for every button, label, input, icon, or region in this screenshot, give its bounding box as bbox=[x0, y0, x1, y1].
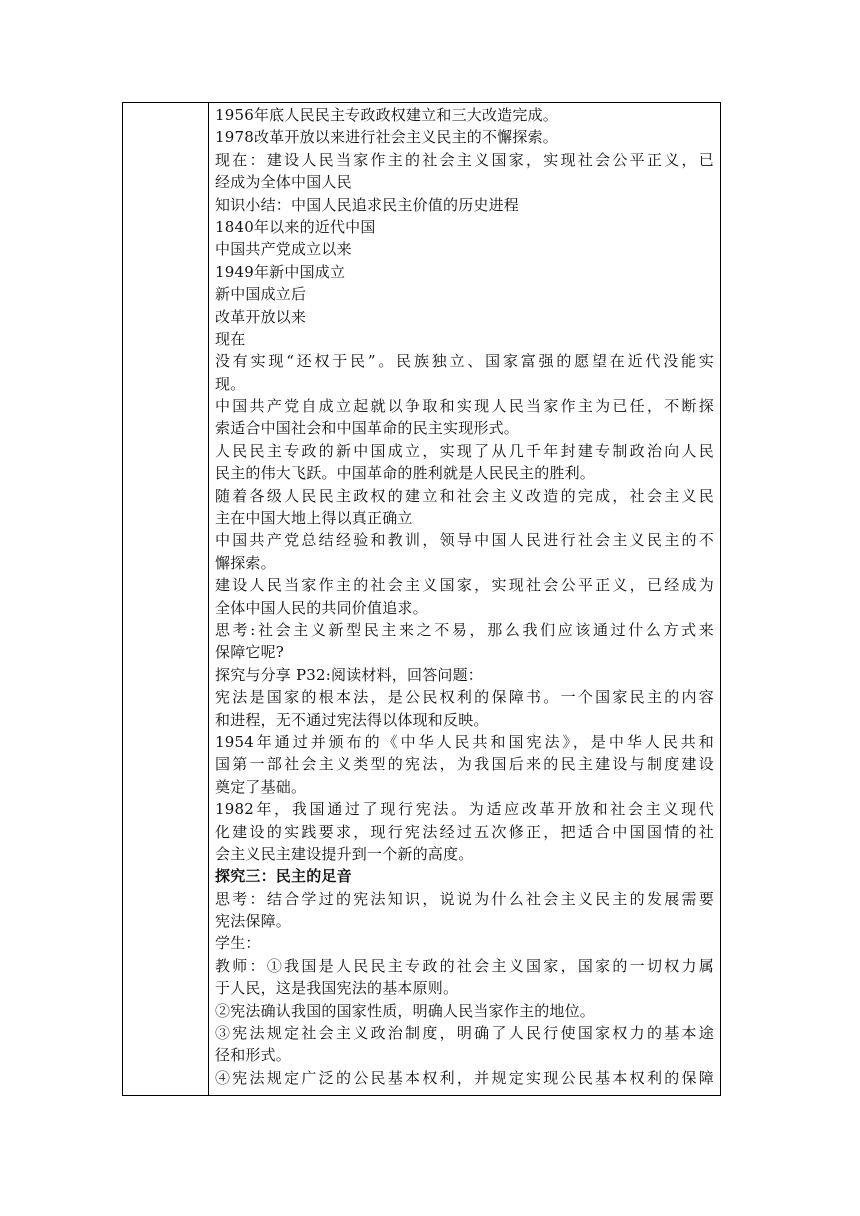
text-line: 主在中国大地上得以真正确立 bbox=[215, 509, 413, 528]
text-line: 中国共产党成立以来 bbox=[215, 240, 352, 259]
text-line: 中国共产党总结经验和教训，领导中国人民进行社会主义民主的不 bbox=[215, 531, 714, 550]
text-line: 全体中国人民的共同价值追求。 bbox=[215, 598, 428, 617]
text-line: 会主义民主建设提升到一个新的高度。 bbox=[215, 844, 474, 863]
text-line: 现在 bbox=[215, 329, 246, 348]
text-line: 民主的伟大飞跃。中国革命的胜利就是人民民主的胜利。 bbox=[215, 464, 596, 483]
text-line: 宪法保障。 bbox=[215, 912, 292, 931]
text-line: 和进程，无不通过宪法得以体现和反映。 bbox=[215, 710, 489, 729]
text-line: 懈探索。 bbox=[215, 553, 276, 572]
text-line: 改革开放以来 bbox=[215, 307, 307, 326]
text-line: 思考:社会主义新型民主来之不易，那么我们应该通过什么方式来 bbox=[215, 620, 714, 639]
text-line: 1949年新中国成立 bbox=[215, 262, 346, 281]
text-line: 索适合中国社会和中国革命的民主实现形式。 bbox=[215, 419, 520, 438]
text-line: 径和形式。 bbox=[215, 1046, 292, 1065]
text-line: 人民民主专政的新中国成立，实现了从几千年封建专制政治向人民 bbox=[215, 441, 714, 460]
lesson-table bbox=[122, 102, 721, 1096]
text-line: 现在：建设人民当家作主的社会主义国家，实现社会公平正义，已 bbox=[215, 150, 714, 169]
text-line: 新中国成立后 bbox=[215, 285, 307, 304]
text-line: 建设人民当家作主的社会主义国家，实现社会公平正义，已经成为 bbox=[215, 576, 714, 595]
section-heading: 探究三：民主的足音 bbox=[215, 867, 352, 886]
text-line: 没有实现“还权于民”。民族独立、国家富强的愿望在近代没能实 bbox=[215, 352, 714, 371]
text-line: 中国共产党自成立起就以争取和实现人民当家作主为已任，不断探 bbox=[215, 397, 714, 416]
text-line: 1956年底人民民主专政政权建立和三大改造完成。 bbox=[215, 106, 558, 124]
text-line: 探究与分享 P32:阅读材料，回答问题： bbox=[215, 665, 484, 684]
text-line: 宪法是国家的根本法，是公民权利的保障书。一个国家民主的内容 bbox=[215, 688, 714, 707]
text-line: 奠定了基础。 bbox=[215, 777, 307, 796]
text-line: 教师：①我国是人民民主专政的社会主义国家，国家的一切权力属 bbox=[215, 956, 714, 975]
text-line: 化建设的实践要求，现行宪法经过五次修正，把适合中国国情的社 bbox=[215, 822, 714, 841]
text-line: ④宪法规定广泛的公民基本权利，并规定实现公民基本权利的保障 bbox=[215, 1068, 714, 1087]
text-line: 1840年以来的近代中国 bbox=[215, 217, 376, 236]
text-line: 1982年，我国通过了现行宪法。为适应改革开放和社会主义现代 bbox=[215, 800, 714, 819]
text-line: 学生： bbox=[215, 934, 261, 953]
text-line: 保障它呢? bbox=[215, 643, 285, 662]
text-line: 知识小结：中国人民追求民主价值的历史进程 bbox=[215, 195, 520, 214]
text-line: ②宪法确认我国的国家性质，明确人民当家作主的地位。 bbox=[215, 1001, 596, 1020]
text-line: 随着各级人民民主政权的建立和社会主义改造的完成，社会主义民 bbox=[215, 486, 714, 505]
text-line: 思考：结合学过的宪法知识，说说为什么社会主义民主的发展需要 bbox=[215, 889, 714, 908]
text-line: 国第一部社会主义类型的宪法，为我国后来的民主建设与制度建设 bbox=[215, 755, 714, 774]
table-content-cell bbox=[209, 103, 720, 1095]
table-left-column bbox=[123, 103, 209, 1095]
text-line: 于人民，这是我国宪法的基本原则。 bbox=[215, 979, 459, 998]
text-line: 现。 bbox=[215, 374, 246, 393]
text-line: 1978改革开放以来进行社会主义民主的不懈探索。 bbox=[215, 128, 558, 147]
text-line: 1954年通过并颁布的《中华人民共和国宪法》，是中华人民共和 bbox=[215, 732, 714, 751]
text-line: 经成为全体中国人民 bbox=[215, 173, 352, 192]
text-line: ③宪法规定社会主义政治制度，明确了人民行使国家权力的基本途 bbox=[215, 1024, 714, 1043]
